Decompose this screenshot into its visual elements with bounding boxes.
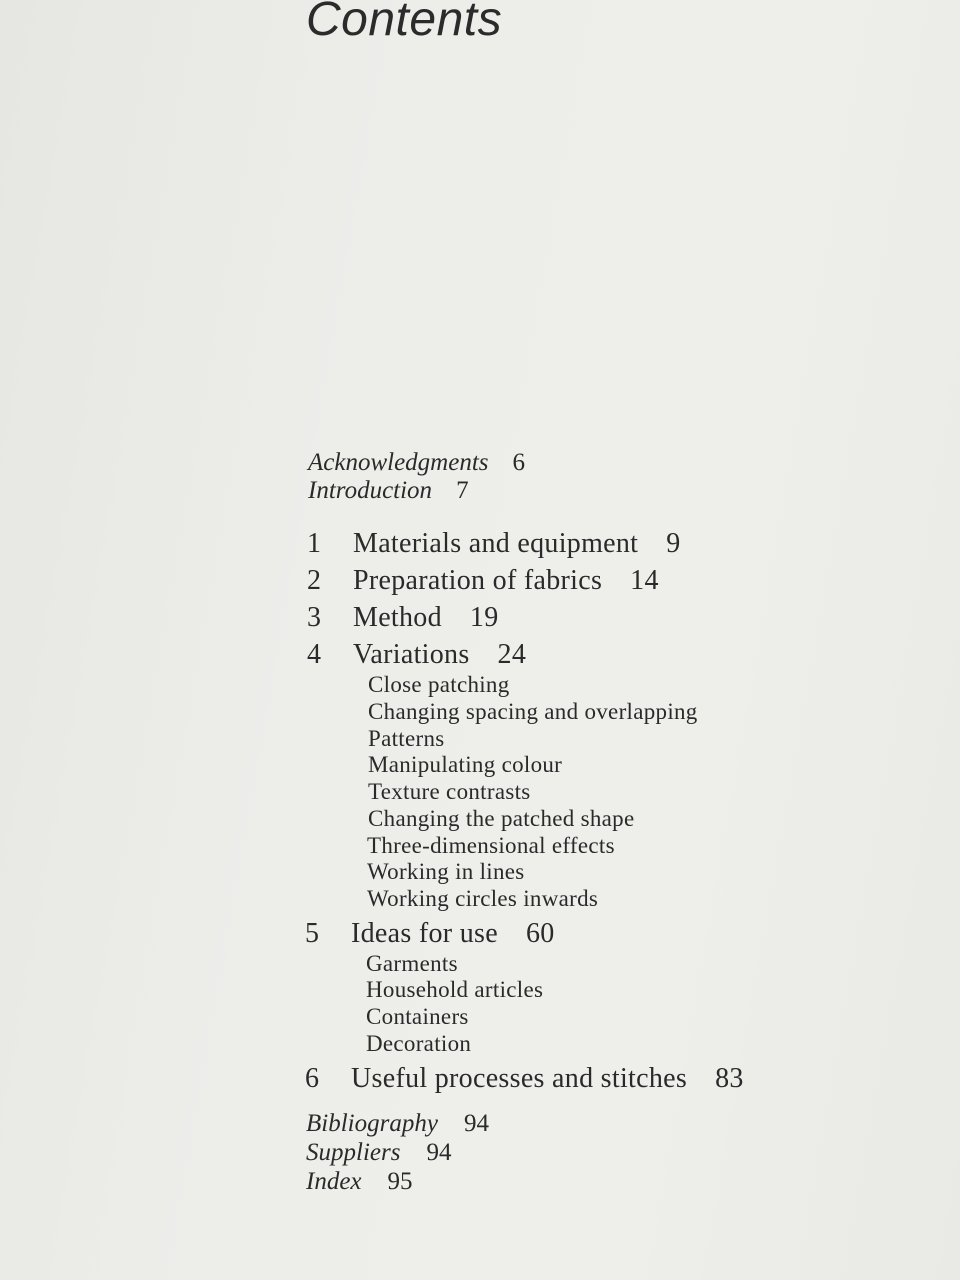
chapter-title: Useful processes and stitches bbox=[351, 1063, 688, 1094]
toc-entry-page: 95 bbox=[387, 1168, 413, 1195]
chapter-title: Method bbox=[353, 602, 442, 633]
toc-entry-page: 94 bbox=[463, 1110, 489, 1137]
toc-chapter-6[interactable] bbox=[305, 1065, 744, 1093]
toc-section[interactable]: Patterns bbox=[368, 726, 445, 751]
chapter-title: Preparation of fabrics bbox=[353, 565, 603, 596]
toc-chapter-1[interactable] bbox=[307, 530, 681, 558]
toc-section[interactable]: Garments bbox=[366, 951, 458, 976]
chapter-number: 3 bbox=[307, 602, 322, 633]
toc-entry-title: Suppliers bbox=[306, 1139, 401, 1166]
chapter-number: 1 bbox=[307, 528, 322, 559]
toc-entry-page: 6 bbox=[512, 449, 526, 476]
toc-chapter-3[interactable] bbox=[307, 604, 499, 632]
chapter-number: 6 bbox=[305, 1063, 320, 1094]
toc-section[interactable]: Containers bbox=[366, 1004, 469, 1029]
toc-section[interactable]: Texture contrasts bbox=[368, 779, 531, 804]
chapter-title: Variations bbox=[353, 639, 470, 670]
toc-entry-title: Bibliography bbox=[306, 1110, 438, 1137]
toc-chapter-4[interactable] bbox=[307, 641, 526, 669]
toc-section[interactable]: Changing the patched shape bbox=[368, 806, 635, 831]
toc-entry-title: Index bbox=[306, 1168, 362, 1195]
chapter-page: 60 bbox=[525, 918, 555, 949]
chapter-number: 2 bbox=[307, 565, 322, 596]
chapter-title: Materials and equipment bbox=[353, 528, 639, 559]
toc-section[interactable]: Working circles inwards bbox=[367, 886, 599, 911]
chapter-page: 83 bbox=[715, 1063, 744, 1094]
chapter-number: 4 bbox=[307, 639, 322, 670]
toc-entry-introduction[interactable] bbox=[308, 478, 469, 503]
toc-section[interactable]: Working in lines bbox=[367, 859, 525, 884]
chapter-title: Ideas for use bbox=[351, 918, 498, 949]
toc-entry-suppliers[interactable] bbox=[306, 1140, 451, 1165]
chapter-page: 24 bbox=[497, 639, 527, 670]
toc-section[interactable]: Manipulating colour bbox=[368, 752, 563, 777]
chapter-page: 19 bbox=[469, 602, 499, 633]
chapter-page: 14 bbox=[630, 565, 659, 596]
toc-entry-title: Introduction bbox=[308, 477, 433, 504]
toc-entry-page: 94 bbox=[426, 1139, 452, 1166]
toc-section[interactable]: Changing spacing and overlapping bbox=[368, 699, 698, 724]
toc-section[interactable]: Close patching bbox=[368, 672, 510, 697]
toc-entry-acknowledgments[interactable] bbox=[308, 450, 525, 475]
toc-section[interactable]: Decoration bbox=[366, 1031, 472, 1056]
chapter-page: 9 bbox=[666, 528, 681, 559]
toc-entry-title: Acknowledgments bbox=[308, 449, 489, 476]
toc-entry-bibliography[interactable] bbox=[306, 1111, 489, 1136]
toc-chapter-5[interactable] bbox=[305, 920, 555, 948]
toc-entry-index[interactable] bbox=[306, 1169, 413, 1194]
toc-section[interactable]: Three-dimensional effects bbox=[367, 833, 615, 858]
toc-entry-page: 7 bbox=[456, 477, 469, 504]
toc-section[interactable]: Household articles bbox=[366, 977, 544, 1002]
toc-chapter-2[interactable] bbox=[307, 567, 659, 595]
chapter-number: 5 bbox=[305, 918, 320, 949]
page-title: Contents bbox=[306, 0, 503, 46]
